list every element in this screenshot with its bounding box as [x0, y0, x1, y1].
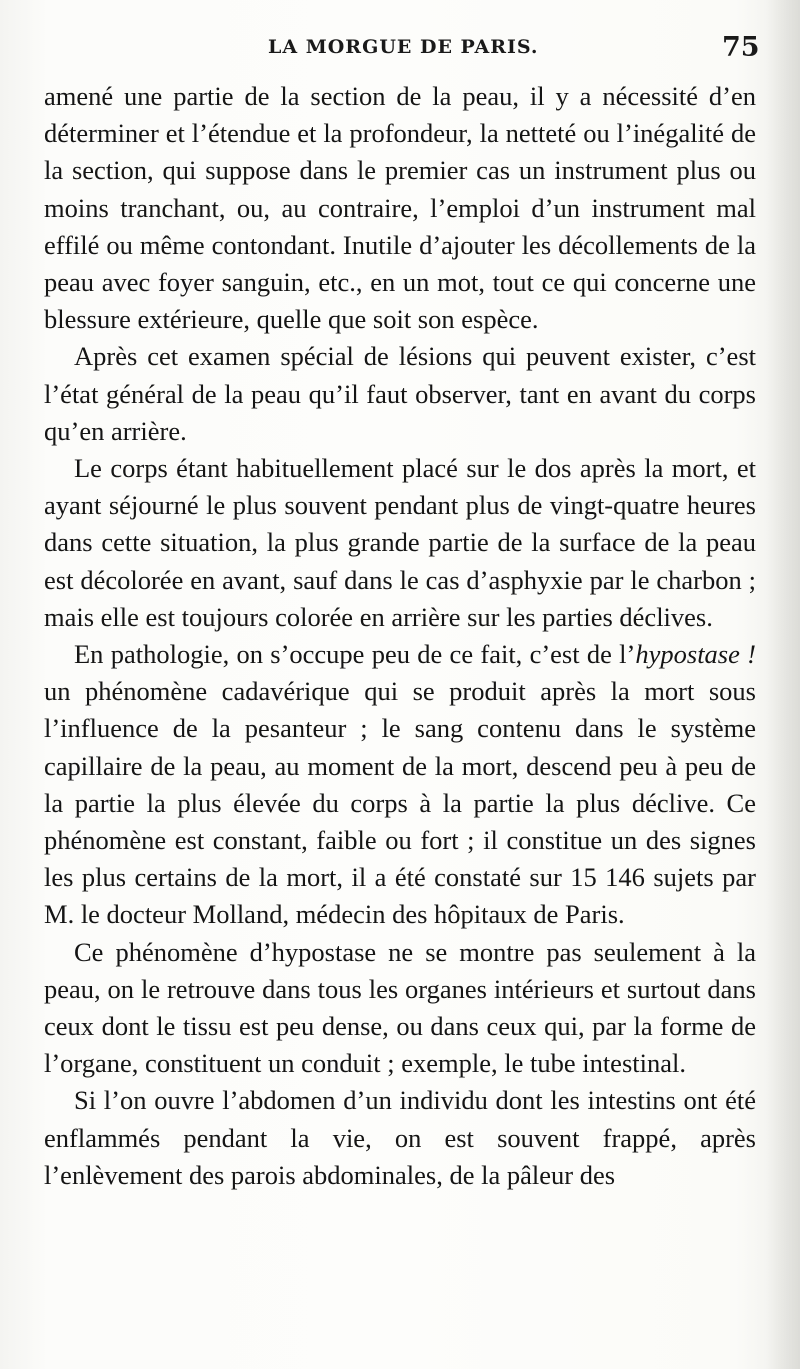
- page-number: 75: [722, 32, 760, 63]
- paragraph-skin-examination: Après cet examen spécial de lésions qui peuvent exister, c’est l’état général de la peau qu’il faut observer, tant en avant du corps qu’en arrière.: [44, 341, 756, 446]
- paragraph-internal-organs: Ce phénomène d’hypostase ne se montre pas seulement à la peau, on le retrouve dans tous les organes intérieurs et surtout dans ceux dont le tissu est peu dense, ou dans ceux qui, par la forme de l’organe, constituent un conduit ; exemple, le tube intestinal.: [44, 936, 756, 1079]
- paragraph-body-position: Le corps étant habituellement placé sur le dos après la mort, et ayant séjourné le plus souvent pendant plus de vingt-quatre heures dans cette situation, la plus grande partie de la surface de la peau est décolorée en avant, sauf dans le cas d’asphyxie par le charbon ; mais elle est toujours colorée en arrière sur les parties déclives.: [44, 453, 756, 632]
- paragraph-abdomen: Si l’on ouvre l’abdomen d’un individu dont les intestins ont été enflammés pendant la vie, on est souvent frappé, après l’enlèvement des parois abdominales, de la pâleur des: [44, 1085, 756, 1190]
- page-edge-shadow: [766, 0, 800, 1369]
- page-header: [0, 30, 800, 70]
- body-text: [44, 78, 756, 1194]
- hypostase-italic-term: hypostase !: [635, 639, 756, 670]
- paragraph-continuation: amené une partie de la section de la peau, il y a nécessité d’en déterminer et l’étendue et la profondeur, la netteté ou l’inégalité de la section, qui suppose dans le premier cas un instrument plus ou moins tranchant, ou, au contraire, l’emploi d’un instrument mal effilé ou même contondant. Inutile d’ajouter les décollements de la peau avec foyer sanguin, etc., en un mot, tout ce qui concerne une blessure extérieure, quelle que soit son espèce.: [44, 81, 756, 335]
- paragraph-hypostase: [44, 636, 756, 934]
- hypostase-text-before: En pathologie, on s’occupe peu de ce fait, c’est de l’: [74, 639, 636, 670]
- running-title: LA MORGUE DE PARIS.: [268, 36, 539, 58]
- hypostase-text-after: un phénomène cadavérique qui se produit après la mort sous l’influence de la pesanteur ; le sang contenu dans le système capillaire de la peau, au moment de la mort, descend peu à peu de la partie la plus élevée du corps à la partie la plus déclive. Ce phénomène est constant, faible ou fort ; il constitue un des signes les plus certains de la mort, il a été constaté sur 15 146 sujets par M. le docteur Molland, médecin des hôpitaux de Paris.: [44, 676, 756, 930]
